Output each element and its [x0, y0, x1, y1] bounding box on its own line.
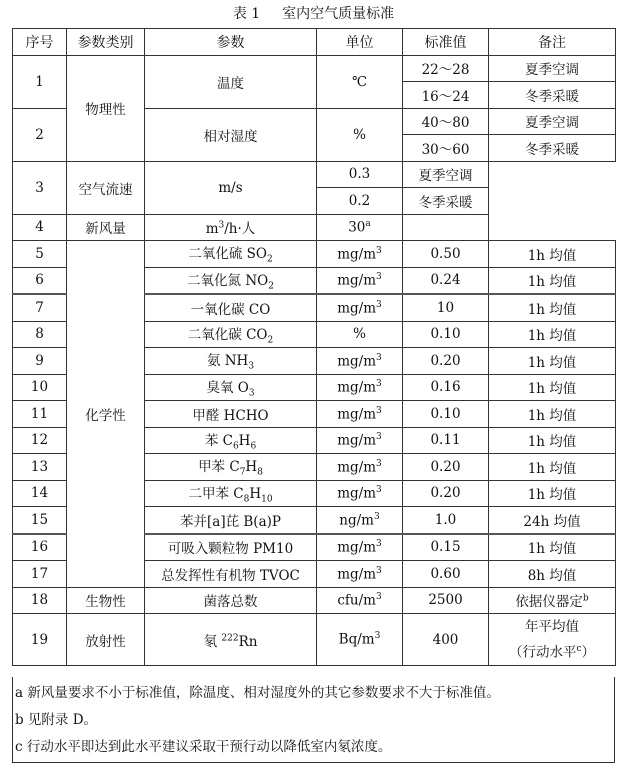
param-subscript: 8 — [243, 494, 250, 505]
note-text: ） — [581, 644, 596, 661]
value-cell: 0.60 — [403, 561, 489, 588]
footnote-mark: b — [582, 593, 589, 604]
param-subscript: 8 — [257, 468, 263, 479]
unit-cell — [317, 401, 403, 428]
unit-text: /h·人 — [224, 221, 256, 238]
value-cell: 0.50 — [403, 241, 489, 268]
header-cell: 参数 — [145, 29, 317, 56]
unit-text: mg/m — [337, 485, 377, 502]
unit-superscript: 3 — [376, 352, 382, 363]
note-cell: 冬季采暖 — [403, 188, 489, 215]
header-cell: 单位 — [317, 29, 403, 56]
param-subscript: 2 — [267, 335, 274, 346]
unit-cell: m/s — [145, 161, 317, 214]
note-cell: 夏季空调 — [489, 55, 616, 82]
note-cell: 冬季采暖 — [489, 135, 616, 162]
unit-cell — [317, 267, 403, 294]
unit-cell — [317, 587, 403, 614]
row-number: 3 — [13, 161, 67, 214]
value-cell: 0.11 — [403, 427, 489, 454]
note-line — [491, 638, 613, 664]
unit-cell: % — [317, 108, 403, 161]
param-cell — [145, 348, 317, 375]
unit-superscript: 3 — [376, 432, 382, 442]
unit-superscript: 3 — [376, 565, 382, 576]
note-cell: 1h 均值 — [489, 241, 616, 268]
unit-superscript: 3 — [373, 511, 380, 522]
value-cell: 0.24 — [403, 267, 489, 294]
note-cell: 1h 均值 — [489, 401, 616, 428]
param-cell — [145, 480, 317, 507]
param-superscript: 222 — [221, 633, 239, 643]
param-cell: 空气流速 — [67, 161, 145, 214]
table-caption — [0, 0, 627, 28]
value-cell — [317, 214, 403, 241]
value-cell: 10 — [403, 294, 489, 321]
unit-cell: ℃ — [317, 55, 403, 108]
note-text: （行动水平 — [508, 644, 577, 661]
param-subscript: 7 — [239, 468, 246, 479]
param-text: 臭氧 O — [206, 379, 249, 396]
unit-superscript: 3 — [375, 592, 382, 602]
row-number: 2 — [13, 108, 67, 161]
row-number: 6 — [13, 267, 67, 294]
unit-superscript: 3 — [376, 379, 382, 389]
category-biological: 生物性 — [67, 587, 145, 614]
param-text: Rn — [238, 633, 258, 650]
param-cell: 一氧化碳 CO — [145, 294, 317, 321]
note-cell: 1h 均值 — [489, 321, 616, 348]
note-cell — [489, 587, 616, 614]
param-subscript: 3 — [248, 362, 255, 373]
value-cell: 40～80 — [403, 108, 489, 135]
unit-text: Bq/m — [338, 631, 375, 648]
note-text: 依据仪器定 — [515, 594, 583, 611]
note-cell: 1h 均值 — [489, 348, 616, 375]
param-cell — [145, 321, 317, 348]
unit-cell — [317, 614, 403, 666]
value-cell: 1.0 — [403, 507, 489, 534]
row-number: 19 — [13, 614, 67, 666]
unit-superscript: 3 — [376, 485, 382, 495]
footnote-b: b 见附录 D。 — [15, 712, 98, 728]
table-row — [13, 161, 616, 188]
value-cell: 400 — [403, 614, 489, 666]
unit-cell — [317, 534, 403, 561]
header-cell: 参数类别 — [67, 29, 145, 56]
header-cell: 序号 — [13, 29, 67, 56]
value-cell: 0.15 — [403, 534, 489, 561]
param-subscript: 2 — [266, 255, 273, 266]
unit-superscript: 3 — [376, 458, 382, 469]
note-cell: 24h 均值 — [489, 507, 616, 534]
unit-superscript: 3 — [376, 245, 382, 256]
unit-superscript: 3 — [376, 539, 382, 549]
unit-text: m — [205, 221, 219, 238]
unit-text: mg/m — [337, 300, 377, 316]
unit-cell — [317, 427, 403, 454]
row-number: 16 — [13, 534, 67, 561]
value-cell: 0.10 — [403, 321, 489, 348]
unit-superscript: 3 — [376, 405, 382, 416]
param-text: 二氧化硫 SO — [188, 246, 267, 263]
value-cell: 0.20 — [403, 480, 489, 507]
param-cell — [145, 267, 317, 294]
param-text: H — [238, 432, 251, 449]
value-cell: 0.10 — [403, 401, 489, 428]
param-subscript: 2 — [268, 281, 274, 292]
category-chemical: 化学性 — [67, 241, 145, 588]
unit-text: mg/m — [337, 246, 377, 262]
note-cell: 1h 均值 — [489, 374, 616, 401]
unit-cell — [317, 348, 403, 375]
note-cell: 夏季空调 — [489, 108, 616, 135]
param-cell: 温度 — [145, 55, 317, 108]
row-number: 10 — [13, 374, 67, 401]
unit-text: mg/m — [337, 272, 377, 289]
row-number: 17 — [13, 561, 67, 588]
row-number: 12 — [13, 427, 67, 454]
param-text: 二氧化碳 CO — [187, 326, 268, 343]
param-cell: 总发挥性有机物 TVOC — [145, 561, 317, 588]
note-cell — [489, 614, 616, 666]
param-subscript: 6 — [232, 441, 239, 452]
param-text: H — [245, 459, 258, 476]
footnote-c: c 行动水平即达到此水平建议采取干预行动以降低室内氡浓度。 — [15, 739, 392, 755]
param-cell — [145, 374, 317, 401]
unit-text: mg/m — [337, 353, 377, 369]
category-radioactive: 放射性 — [67, 614, 145, 666]
row-number: 1 — [13, 55, 67, 108]
table-title: 室内空气质量标准 — [282, 6, 395, 22]
table-row — [13, 214, 616, 241]
param-cell — [145, 427, 317, 454]
unit-cell: % — [317, 321, 403, 348]
value-cell: 0.16 — [403, 374, 489, 401]
table-header-row — [13, 29, 616, 56]
param-cell: 相对湿度 — [145, 108, 317, 161]
note-cell: 1h 均值 — [489, 534, 616, 561]
param-text: 氨 NH — [206, 353, 249, 370]
note-cell: 1h 均值 — [489, 480, 616, 507]
param-cell: 苯并[a]芘 B(a)P — [145, 507, 317, 534]
unit-superscript: 3 — [374, 631, 381, 642]
unit-cell — [317, 294, 403, 321]
row-number: 15 — [13, 507, 67, 534]
footnote-mark: a — [365, 219, 371, 229]
row-number: 14 — [13, 480, 67, 507]
unit-text: mg/m — [337, 566, 377, 582]
value-cell: 0.3 — [317, 161, 403, 188]
unit-superscript: 3 — [376, 272, 382, 282]
value-text: 30 — [348, 219, 366, 236]
unit-text: cfu/m — [337, 592, 376, 609]
header-cell: 备注 — [489, 29, 616, 56]
note-line: 年平均值 — [525, 618, 579, 635]
row-number: 13 — [13, 454, 67, 481]
table-row — [13, 587, 616, 614]
unit-text: mg/m — [337, 432, 377, 449]
param-cell: 甲醛 HCHO — [145, 401, 317, 428]
note-cell: 冬季采暖 — [489, 82, 616, 109]
note-cell: 1h 均值 — [489, 267, 616, 294]
header-cell: 标准值 — [403, 29, 489, 56]
unit-cell — [317, 454, 403, 481]
unit-cell — [317, 241, 403, 268]
row-number: 18 — [13, 587, 67, 614]
category-physical: 物理性 — [67, 55, 145, 161]
unit-cell — [317, 374, 403, 401]
table-row — [13, 614, 616, 666]
row-number: 9 — [13, 348, 67, 375]
row-number: 7 — [13, 294, 67, 321]
param-cell — [145, 241, 317, 268]
unit-superscript: 3 — [376, 299, 382, 310]
param-cell: 新风量 — [67, 214, 145, 241]
note-cell: 1h 均值 — [489, 427, 616, 454]
unit-text: mg/m — [337, 379, 377, 396]
unit-cell — [317, 507, 403, 534]
value-cell: 0.20 — [403, 348, 489, 375]
air-quality-table — [12, 28, 616, 666]
param-cell — [145, 614, 317, 666]
footnote-a: a 新风量要求不小于标准值，除温度、相对湿度外的其它参数要求不大于标准值。 — [15, 685, 500, 701]
table-number: 表 1 — [232, 6, 261, 22]
unit-text: mg/m — [337, 539, 377, 556]
param-subscript: 10 — [261, 494, 273, 505]
unit-cell — [317, 480, 403, 507]
param-text: 二氧化氮 NO — [187, 272, 269, 289]
param-cell — [145, 454, 317, 481]
footnote-mark: c — [576, 643, 582, 654]
param-text: H — [249, 485, 262, 502]
value-cell: 30～60 — [403, 135, 489, 162]
unit-text: mg/m — [337, 406, 377, 422]
table-footnotes — [12, 677, 615, 763]
unit-cell — [145, 214, 317, 241]
note-cell: 1h 均值 — [489, 454, 616, 481]
value-cell: 2500 — [403, 587, 489, 614]
row-number: 11 — [13, 401, 67, 428]
note-cell: 8h 均值 — [489, 561, 616, 588]
unit-superscript: 3 — [218, 220, 225, 231]
value-cell: 0.2 — [317, 188, 403, 215]
param-text: 苯 C — [204, 432, 233, 449]
param-text: 甲苯 C — [198, 459, 240, 476]
value-cell: 0.20 — [403, 454, 489, 481]
unit-text: mg/m — [337, 459, 377, 475]
value-cell: 22～28 — [403, 55, 489, 82]
param-text: 氡 — [203, 633, 222, 650]
param-cell: 可吸入颗粒物 PM10 — [145, 534, 317, 561]
row-number: 4 — [13, 214, 67, 241]
note-cell — [403, 214, 489, 241]
param-text: 二甲苯 C — [188, 485, 244, 502]
unit-text: ng/m — [339, 512, 374, 528]
unit-cell — [317, 561, 403, 588]
param-cell: 菌落总数 — [145, 587, 317, 614]
value-cell: 16～24 — [403, 82, 489, 109]
param-subscript: 6 — [250, 441, 257, 452]
table-row — [13, 241, 616, 268]
table-row — [13, 55, 616, 82]
note-cell: 夏季空调 — [403, 161, 489, 188]
note-cell: 1h 均值 — [489, 294, 616, 321]
row-number: 8 — [13, 321, 67, 348]
row-number: 5 — [13, 241, 67, 268]
param-subscript: 3 — [248, 388, 255, 399]
